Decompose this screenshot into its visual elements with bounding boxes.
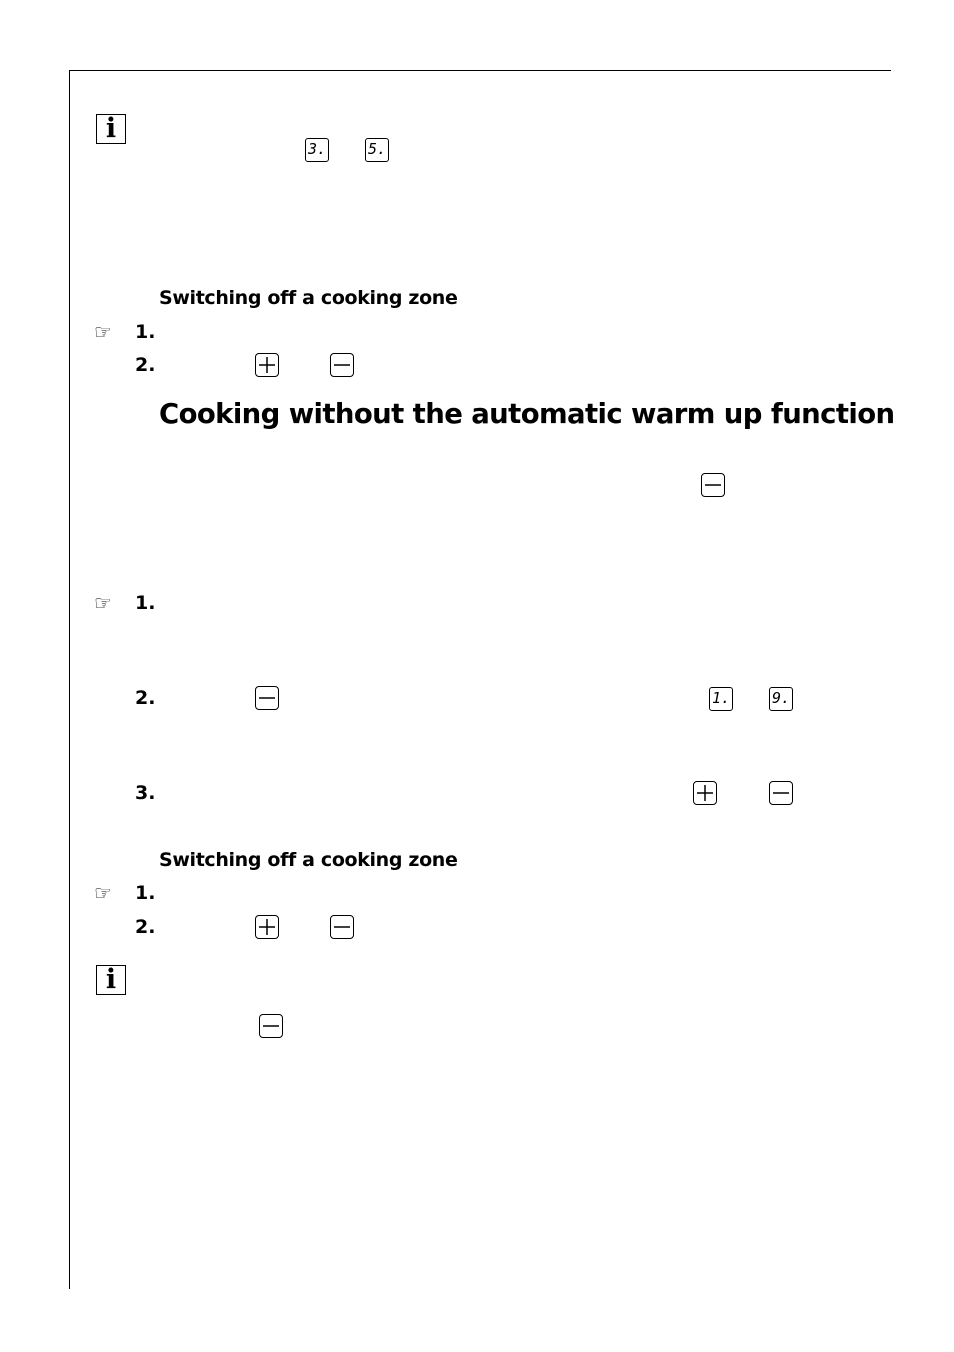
step-number: 3. — [135, 782, 156, 804]
plus-key-icon — [693, 781, 717, 805]
step-number: 2. — [135, 687, 156, 709]
pointing-hand-icon: ☞ — [94, 320, 112, 344]
pointing-hand-icon: ☞ — [94, 591, 112, 615]
top-rule — [69, 70, 891, 71]
display-digit-3: 3. — [305, 138, 329, 162]
info-icon: i — [96, 114, 126, 144]
minus-key-icon — [255, 686, 279, 710]
display-digit-5: 5. — [365, 138, 389, 162]
minus-key-icon — [701, 473, 725, 497]
minus-key-icon — [330, 353, 354, 377]
step-number: 1. — [135, 321, 156, 343]
minus-key-icon — [330, 915, 354, 939]
step-number: 1. — [135, 882, 156, 904]
minus-key-icon — [769, 781, 793, 805]
minus-key-icon — [259, 1014, 283, 1038]
section-heading: Cooking without the automatic warm up function — [159, 398, 895, 430]
pointing-hand-icon: ☞ — [94, 881, 112, 905]
plus-key-icon — [255, 915, 279, 939]
subheading-switching-off: Switching off a cooking zone — [159, 849, 458, 871]
step-number: 2. — [135, 916, 156, 938]
step-number: 2. — [135, 354, 156, 376]
display-digit-1: 1. — [709, 687, 733, 711]
left-margin-rule — [69, 70, 70, 1289]
display-digit-9: 9. — [769, 687, 793, 711]
subheading-switching-off: Switching off a cooking zone — [159, 287, 458, 309]
step-number: 1. — [135, 592, 156, 614]
info-icon: i — [96, 965, 126, 995]
plus-key-icon — [255, 353, 279, 377]
